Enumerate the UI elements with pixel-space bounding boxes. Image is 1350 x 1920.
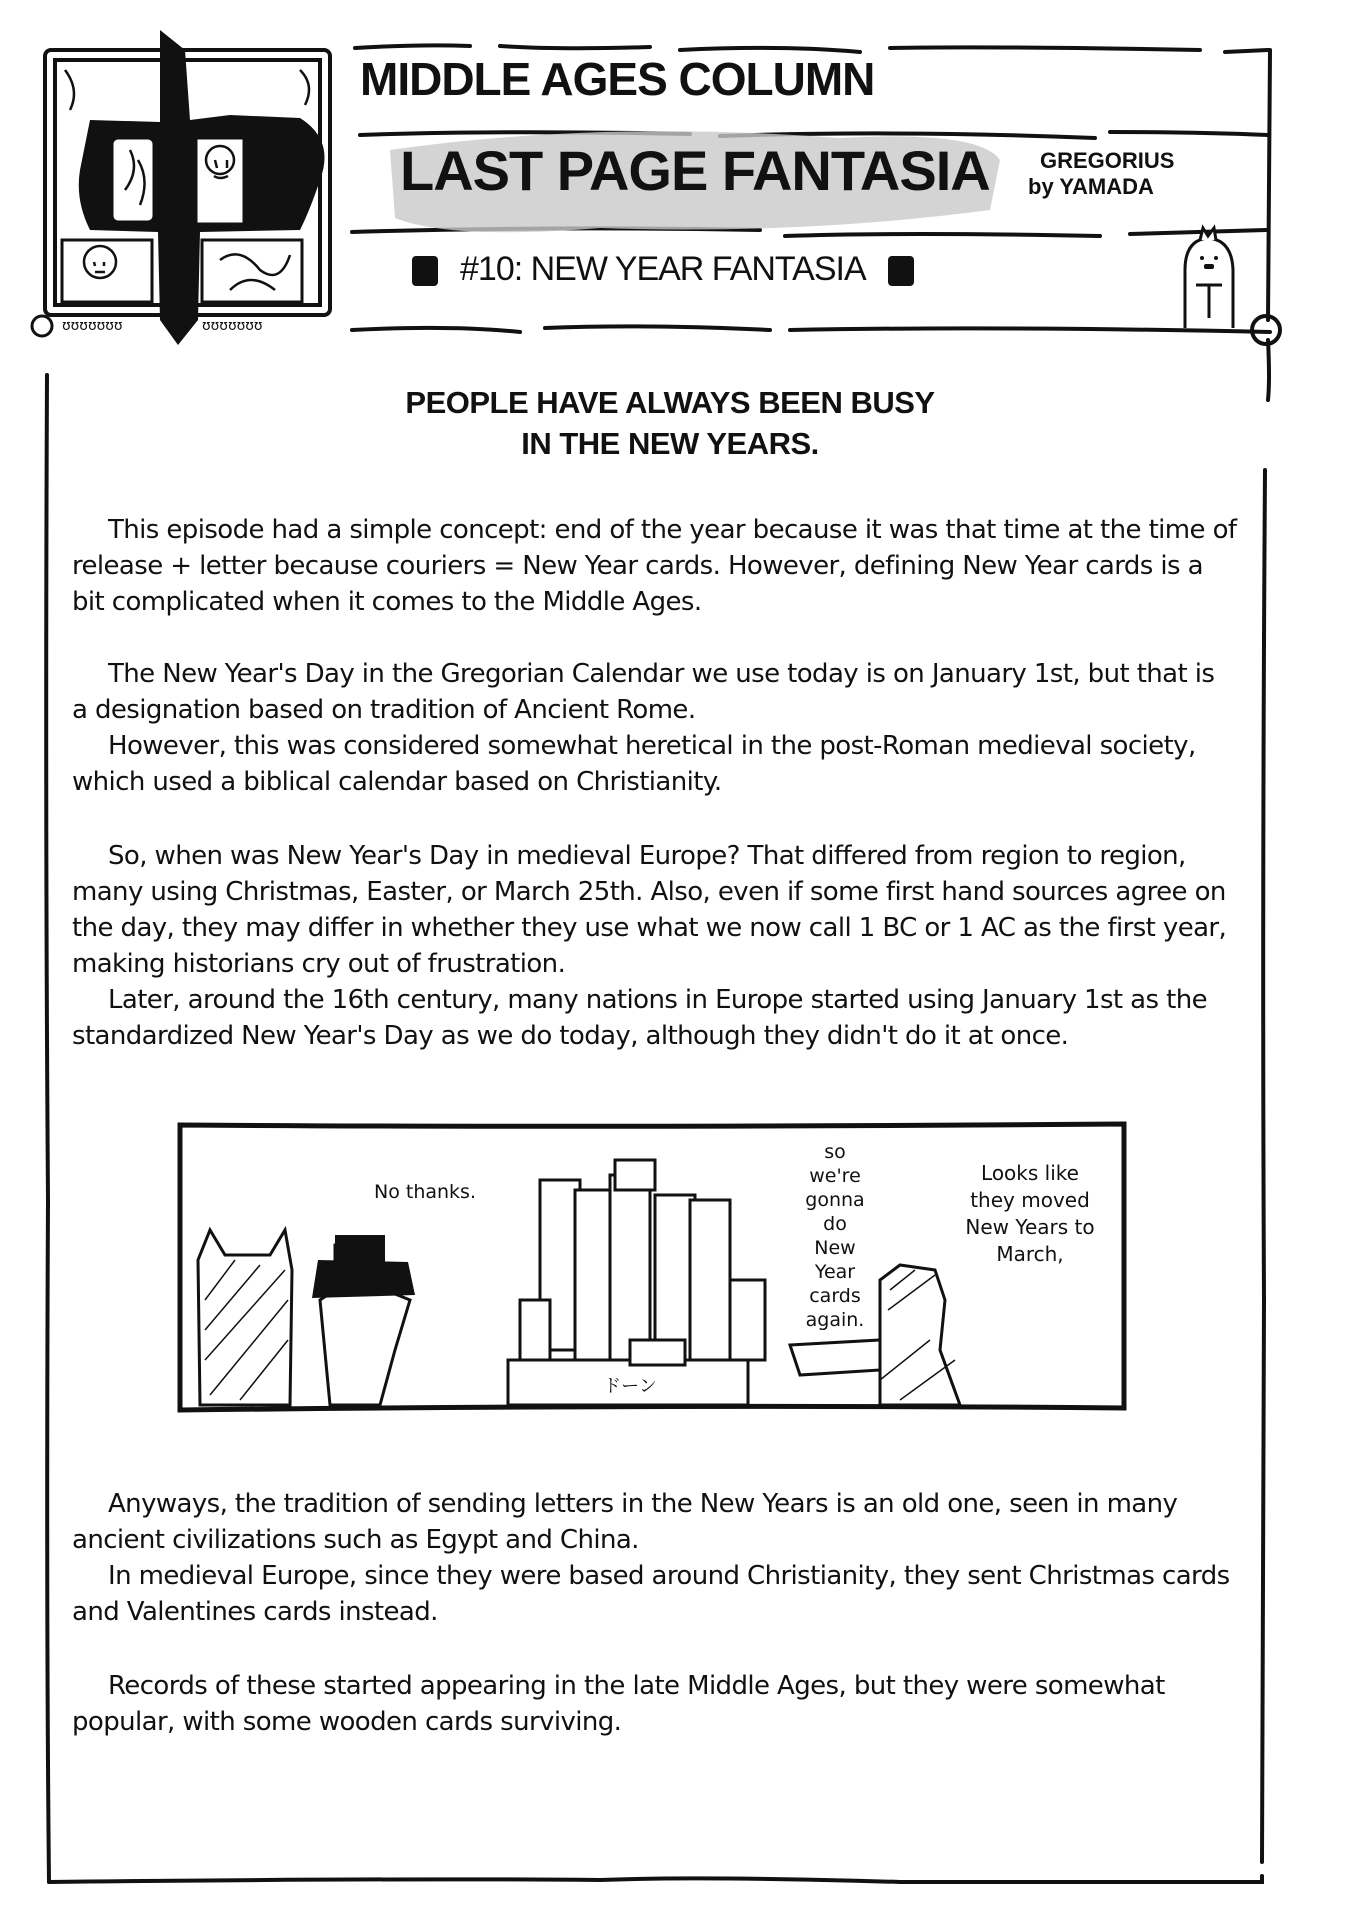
heading-line-2: IN THE NEW YEARS. <box>521 426 819 461</box>
svg-text:ʊʊʊʊʊʊʊ: ʊʊʊʊʊʊʊ <box>62 318 123 334</box>
paragraph-5 <box>72 1668 1237 1740</box>
heading-line-1: PEOPLE HAVE ALWAYS BEEN BUSY <box>405 385 935 420</box>
series-title: LAST PAGE FANTASIA <box>400 139 990 202</box>
paragraph-text: So, when was New Year's Day in medieval Europe? That differed from region to region, many using Christmas, Easter, or March 25th. Also, even if some first hand sources agree on the day, they may differ in whether they use what we now call 1 BC or 1 AC as the first year, making historians cry out of frustration. <box>72 841 1227 979</box>
svg-text:ʊʊʊʊʊʊʊ: ʊʊʊʊʊʊʊ <box>202 318 263 334</box>
episode-label: #10: NEW YEAR FANTASIA <box>460 250 866 288</box>
paragraph-4 <box>72 1486 1237 1630</box>
paragraph-text: This episode had a simple concept: end of the year because it was that time at the time of release + letter because couriers = New Year cards. However, defining New Year cards is a bit complicated when it comes to the Middle Ages. <box>72 515 1237 617</box>
paragraph-text: However, this was considered somewhat heretical in the post-Roman medieval society, which used a biblical calendar based on Christianity. <box>72 731 1196 797</box>
paragraph-text: Later, around the 16th century, many nations in Europe started using January 1st as the standardized New Year's Day as we do today, although they didn't do it at once. <box>72 985 1207 1051</box>
speech-moved-to-march: Looks like they moved New Years to March, <box>965 1161 1095 1266</box>
letter-stack-drawing <box>508 1160 765 1405</box>
speech-new-year-cards: so we're gonna do New Year cards again. <box>805 1141 865 1331</box>
author-line-2: by YAMADA <box>1028 174 1154 199</box>
paragraph-text: In medieval Europe, since they were based around Christianity, they sent Christmas cards and Valentines cards instead. <box>72 1561 1230 1627</box>
sound-effect: ドーン <box>603 1376 657 1397</box>
speech-no-thanks: No thanks. <box>374 1181 476 1203</box>
column-label: MIDDLE AGES COLUMN <box>360 53 875 105</box>
paragraph-text: Records of these started appearing in the late Middle Ages, but they were somewhat popular, with some wooden cards surviving. <box>72 1671 1165 1737</box>
paragraph-text: Anyways, the tradition of sending letters in the New Years is an old one, seen in many ancient civilizations such as Egypt and China. <box>72 1489 1178 1555</box>
author-line-1: GREGORIUS <box>1040 148 1175 173</box>
paragraph-text: The New Year's Day in the Gregorian Calendar we use today is on January 1st, but that is a designation based on tradition of Ancient Rome. <box>72 659 1215 725</box>
